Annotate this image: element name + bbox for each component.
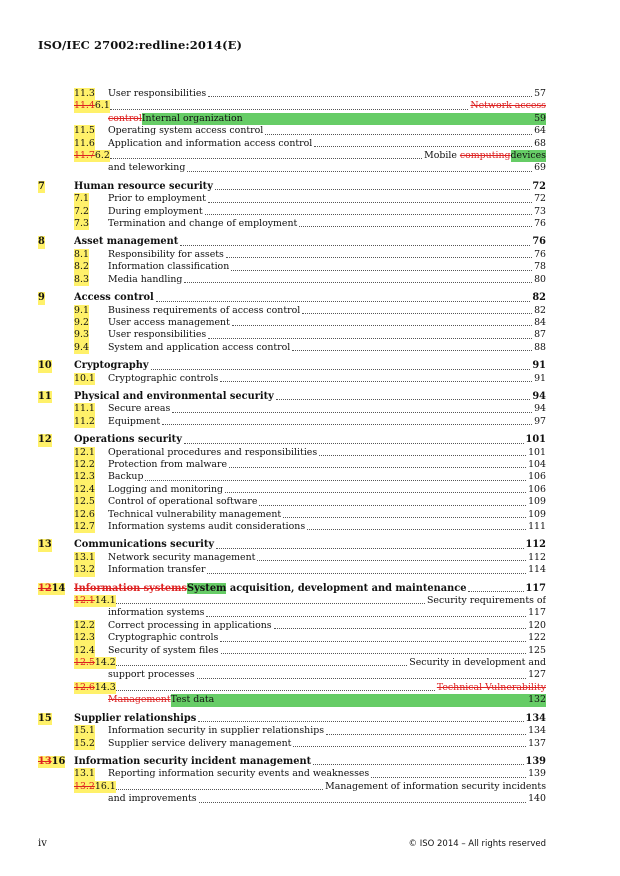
toc-number: 13.2 [74,564,95,576]
toc-title: Security requirements of [426,595,546,607]
toc-page: 97 [534,415,546,427]
toc-row[interactable] [38,329,546,341]
toc-title: Backup [108,471,144,483]
toc-leader [207,573,526,574]
toc-page: 101 [525,434,546,446]
toc-number: 12.2 [74,458,95,470]
toc-page: 120 [528,619,546,631]
toc-row[interactable] [38,725,546,737]
toc-chapter[interactable] [38,292,546,304]
inserted-title: System [187,582,227,594]
toc-title: Supplier service delivery management [108,737,292,749]
toc-chapter-number: 1214 [38,582,66,594]
toc-continuation [38,607,546,619]
toc-title: Application and information access control [108,137,313,149]
toc-page: 112 [528,551,546,563]
toc-leader [162,424,532,425]
toc-continuation [38,669,546,681]
toc-chapter[interactable] [38,391,546,403]
toc-row[interactable] [38,261,546,273]
toc-row[interactable] [38,509,546,521]
toc-page: 134 [525,712,546,724]
toc-page: 94 [534,403,546,415]
toc-page: 127 [528,669,546,681]
toc-page: 137 [528,737,546,749]
copyright-notice: © ISO 2014 – All rights reserved [408,839,546,849]
page-number: iv [38,838,47,849]
toc-page: 69 [534,162,546,174]
toc-page: 82 [534,304,546,316]
toc-leader [208,202,532,203]
toc-leader [184,443,524,444]
toc-page: 94 [532,390,546,402]
toc-leader [206,616,526,617]
toc-row[interactable] [38,738,546,750]
toc-chapter-title: Asset management [74,236,179,248]
toc-leader [110,789,323,790]
toc-row[interactable] [38,645,546,657]
toc-chapter[interactable] [38,539,546,551]
toc-row[interactable] [38,249,546,261]
toc-leader [197,678,526,679]
toc-row[interactable] [38,373,546,385]
toc-title: Operating system access control [108,125,264,137]
toc-row[interactable] [38,125,546,137]
toc-row[interactable] [38,274,546,286]
toc-title: User responsibilities [108,88,207,99]
toc-leader [151,369,531,370]
toc-title: and improvements [108,793,197,805]
toc-leader [110,109,468,110]
toc-leader [265,134,532,135]
toc-title: Logging and monitoring [108,483,223,495]
toc-number: 9.4 [74,341,89,353]
toc-row[interactable] [38,459,546,471]
toc-page: 80 [534,273,546,285]
toc-leader [293,746,526,747]
toc-row[interactable] [38,342,546,354]
toc-chapter-number: 9 [38,292,45,304]
toc-leader [232,325,532,326]
toc-page: 111 [528,521,546,532]
toc-page: 88 [534,341,546,353]
toc-title: information systems [108,607,205,619]
toc-page: 117 [525,582,546,594]
toc-chapter[interactable] [38,434,546,446]
toc-title: Reporting information security events and weaknesses [108,768,370,780]
toc-number: 7.3 [74,218,89,230]
inserted-title: Internal organization [141,112,243,124]
toc-chapter-number: 12 [38,434,52,446]
toc-leader [302,313,532,314]
toc-page: 139 [525,755,546,767]
toc-page: 91 [532,360,546,372]
toc-chapter-title: Supplier relationships [74,712,197,724]
toc-row[interactable] [38,206,546,218]
toc-row[interactable] [38,88,546,100]
toc-page: 140 [528,793,546,805]
toc-leader [216,548,523,549]
toc-number: 7.1 [74,193,89,205]
toc-number: 12.4 [74,644,95,656]
toc-title: Security of system files [108,644,219,656]
toc-number: 9.2 [74,316,89,328]
toc-title: Management of information security incidents [325,780,546,792]
toc-title: Security in development and [409,657,546,669]
toc-page: 87 [534,329,546,341]
toc-number: 8.2 [74,261,89,273]
toc-continuation [38,162,546,174]
toc-title: Media handling [108,273,183,285]
toc-row-redline[interactable] [38,100,546,112]
toc-title: Information classification [108,261,230,273]
toc-row[interactable] [38,496,546,508]
toc-page: 106 [528,471,546,483]
toc-leader [208,338,532,339]
toc-chapter-number: 8 [38,236,45,248]
toc-leader [313,764,523,765]
toc-page: 134 [528,725,546,737]
toc-row[interactable] [38,620,546,632]
toc-leader [215,189,530,190]
toc-chapter[interactable] [38,713,546,725]
toc-number: 11.46.1 [74,100,110,112]
toc-title: User access management [108,316,230,328]
toc-number: 15.1 [74,725,95,737]
toc-page: 76 [534,218,546,230]
toc-row[interactable] [38,552,546,564]
toc-leader [468,591,523,592]
toc-number: 12.3 [74,632,95,644]
toc-page: 104 [528,458,546,470]
toc-title: Control of operational software [108,496,258,508]
toc-page: 122 [528,632,546,644]
toc-title: Cryptographic controls [108,372,219,384]
toc-title: Business requirements of access control [108,304,301,316]
toc-leader [292,350,532,351]
toc-leader [199,802,527,803]
toc-number: 13.216.1 [74,780,116,792]
toc-row[interactable] [38,193,546,205]
toc-chapter-title: Cryptography [74,360,149,372]
toc-leader [110,158,422,159]
toc-leader [221,653,527,654]
toc-page: 72 [534,193,546,205]
toc-continuation [38,793,546,805]
toc-page: 101 [528,446,546,458]
toc-leader [184,282,532,283]
toc-page: 106 [528,483,546,495]
toc-title: Information transfer [108,564,206,576]
toc-page: 78 [534,261,546,273]
toc-row[interactable] [38,138,546,150]
toc-leader [180,245,530,246]
toc-number: 7.2 [74,205,89,217]
toc-number: 12.5 [74,496,95,508]
toc-title: Responsibility for assets [108,248,224,260]
toc-title: Operational procedures and responsibilities [108,446,318,458]
toc-title: Protection from malware [108,458,228,470]
toc-row[interactable] [38,768,546,780]
toc-page: 125 [528,644,546,656]
toc-title: Technical vulnerability management [108,508,282,520]
toc-leader [276,399,531,400]
toc-chapter[interactable] [38,181,546,193]
toc-number: 12.6 [74,508,95,520]
inserted-title-bar [171,694,546,706]
toc-number: 12.7 [74,521,95,532]
toc-page: 139 [528,768,546,780]
toc-page: 76 [532,236,546,248]
deleted-title: Technical Vulnerability [436,681,546,693]
toc-number: 9.1 [74,304,89,316]
toc-page: 68 [534,137,546,149]
toc-row[interactable] [38,484,546,496]
toc-number: 12.2 [74,619,95,631]
toc-chapter-title: Operations security [74,434,182,446]
toc-number: 12.1 [74,446,95,458]
toc-chapter-title: Human resource security [74,180,213,192]
toc-leader [259,505,526,506]
toc-title: User responsibilities [108,329,207,341]
toc-chapter-number: 7 [38,180,45,192]
toc-chapter-title: Information security incident management [74,755,312,767]
toc-chapter-redline[interactable] [38,756,546,768]
toc-leader [187,171,532,172]
toc-leader [110,665,407,666]
toc-page: 82 [532,292,546,304]
toc-title: Mobile [424,150,460,162]
toc-continuation [38,113,546,125]
toc-row[interactable] [38,218,546,230]
toc-leader [226,257,532,258]
deleted-title: control [108,112,142,124]
toc-leader [229,467,526,468]
toc-number: 11.76.2 [74,150,110,162]
toc-chapter-number: 10 [38,360,52,372]
toc-number: 12.514.2 [74,657,116,669]
toc-chapter-title: Communications security [74,539,215,551]
toc-number: 11.1 [74,403,95,415]
toc-row[interactable] [38,403,546,415]
toc-leader [198,721,523,722]
toc-row[interactable] [38,447,546,459]
toc-row-redline[interactable] [38,781,546,793]
toc-title: Cryptographic controls [108,632,219,644]
toc-row[interactable] [38,305,546,317]
toc-row[interactable] [38,317,546,329]
toc-chapter[interactable] [38,360,546,372]
toc-leader [231,270,532,271]
toc-page: 72 [532,180,546,192]
toc-page: 84 [534,316,546,328]
toc-leader [172,412,532,413]
toc-chapter-number: 15 [38,712,52,724]
toc-chapter-title: Physical and environmental security [74,390,274,402]
toc-page: 112 [525,539,546,551]
toc-page: 57 [534,88,546,99]
toc-leader [319,455,526,456]
toc-leader [371,777,526,778]
toc-row-redline[interactable] [38,150,546,162]
toc-title: System and application access control [108,341,291,353]
toc-number: 8.1 [74,248,89,260]
inserted-word: devices [510,150,546,162]
toc-title: Secure areas [108,403,171,415]
toc-page: 59 [534,112,546,124]
toc-chapter-number: 13 [38,539,52,551]
toc-row[interactable] [38,521,546,533]
toc-leader [314,146,532,147]
toc-leader [110,690,435,691]
toc-page: 73 [534,205,546,217]
toc-row[interactable] [38,632,546,644]
toc-title: Prior to employment [108,193,206,205]
toc-chapter-title: acquisition, development and maintenance [226,582,467,594]
toc-title: Correct processing in applications [108,619,272,631]
toc-row-redline[interactable] [38,657,546,669]
toc-page: 117 [528,607,546,619]
toc-continuation [38,694,546,706]
document-header: ISO/IEC 27002:redline:2014(E) [38,38,243,52]
toc-page: 64 [534,125,546,137]
toc-page: 91 [534,372,546,384]
deleted-title: Network access [470,100,546,112]
toc-title: During employment [108,205,203,217]
toc-number: 13.1 [74,551,95,563]
toc-leader [299,226,532,227]
deleted-title: Information systems [74,582,188,594]
toc-number: 15.2 [74,737,95,749]
toc-title: support processes [108,669,195,681]
toc-row[interactable] [38,471,546,483]
toc-title: Information security in supplier relationships [108,725,325,737]
deleted-title: Management [108,694,171,706]
toc-number: 11.6 [74,137,95,149]
toc-title: Termination and change of employment [108,218,298,230]
toc-page: 76 [534,248,546,260]
toc-leader [220,641,526,642]
toc-number: 11.5 [74,125,95,137]
toc-row[interactable] [38,416,546,428]
toc-row-redline[interactable] [38,595,546,607]
toc-number: 11.2 [74,415,95,427]
toc-number: 8.3 [74,273,89,285]
toc-title: Information systems audit considerations [108,521,306,532]
toc-leader [205,214,532,215]
toc-leader [110,603,425,604]
inserted-title-bar [142,113,546,125]
toc-page: 132 [528,694,546,706]
inserted-title: Test data [170,694,215,706]
toc-chapter[interactable] [38,236,546,248]
table-of-contents [38,88,546,806]
toc-number: 9.3 [74,329,89,341]
toc-number: 13.1 [74,768,95,780]
toc-leader [220,381,532,382]
toc-leader [307,529,526,530]
toc-leader [225,492,526,493]
toc-leader [208,96,532,97]
toc-row-redline[interactable] [38,682,546,694]
toc-row[interactable] [38,564,546,576]
toc-number: 12.3 [74,471,95,483]
toc-chapter-number: 11 [38,390,52,402]
toc-number: 12.114.1 [74,595,116,607]
toc-page: 109 [528,508,546,520]
toc-page: 109 [528,496,546,508]
toc-title: Network security management [108,551,256,563]
toc-chapter-number: 1316 [38,755,66,767]
toc-leader [145,480,526,481]
toc-number: 12.4 [74,483,95,495]
toc-leader [326,734,526,735]
toc-leader [274,628,526,629]
toc-number: 10.1 [74,372,95,384]
toc-chapter-redline[interactable] [38,583,546,595]
toc-chapter-title: Access control [74,292,154,304]
toc-number: 11.3 [74,88,95,99]
deleted-word: computing [459,150,511,162]
toc-title: Equipment [108,415,161,427]
toc-title: and teleworking [108,162,186,174]
toc-leader [257,560,526,561]
toc-page: 114 [528,564,546,576]
toc-leader [283,517,526,518]
toc-number: 12.614.3 [74,681,116,693]
toc-leader [156,301,531,302]
